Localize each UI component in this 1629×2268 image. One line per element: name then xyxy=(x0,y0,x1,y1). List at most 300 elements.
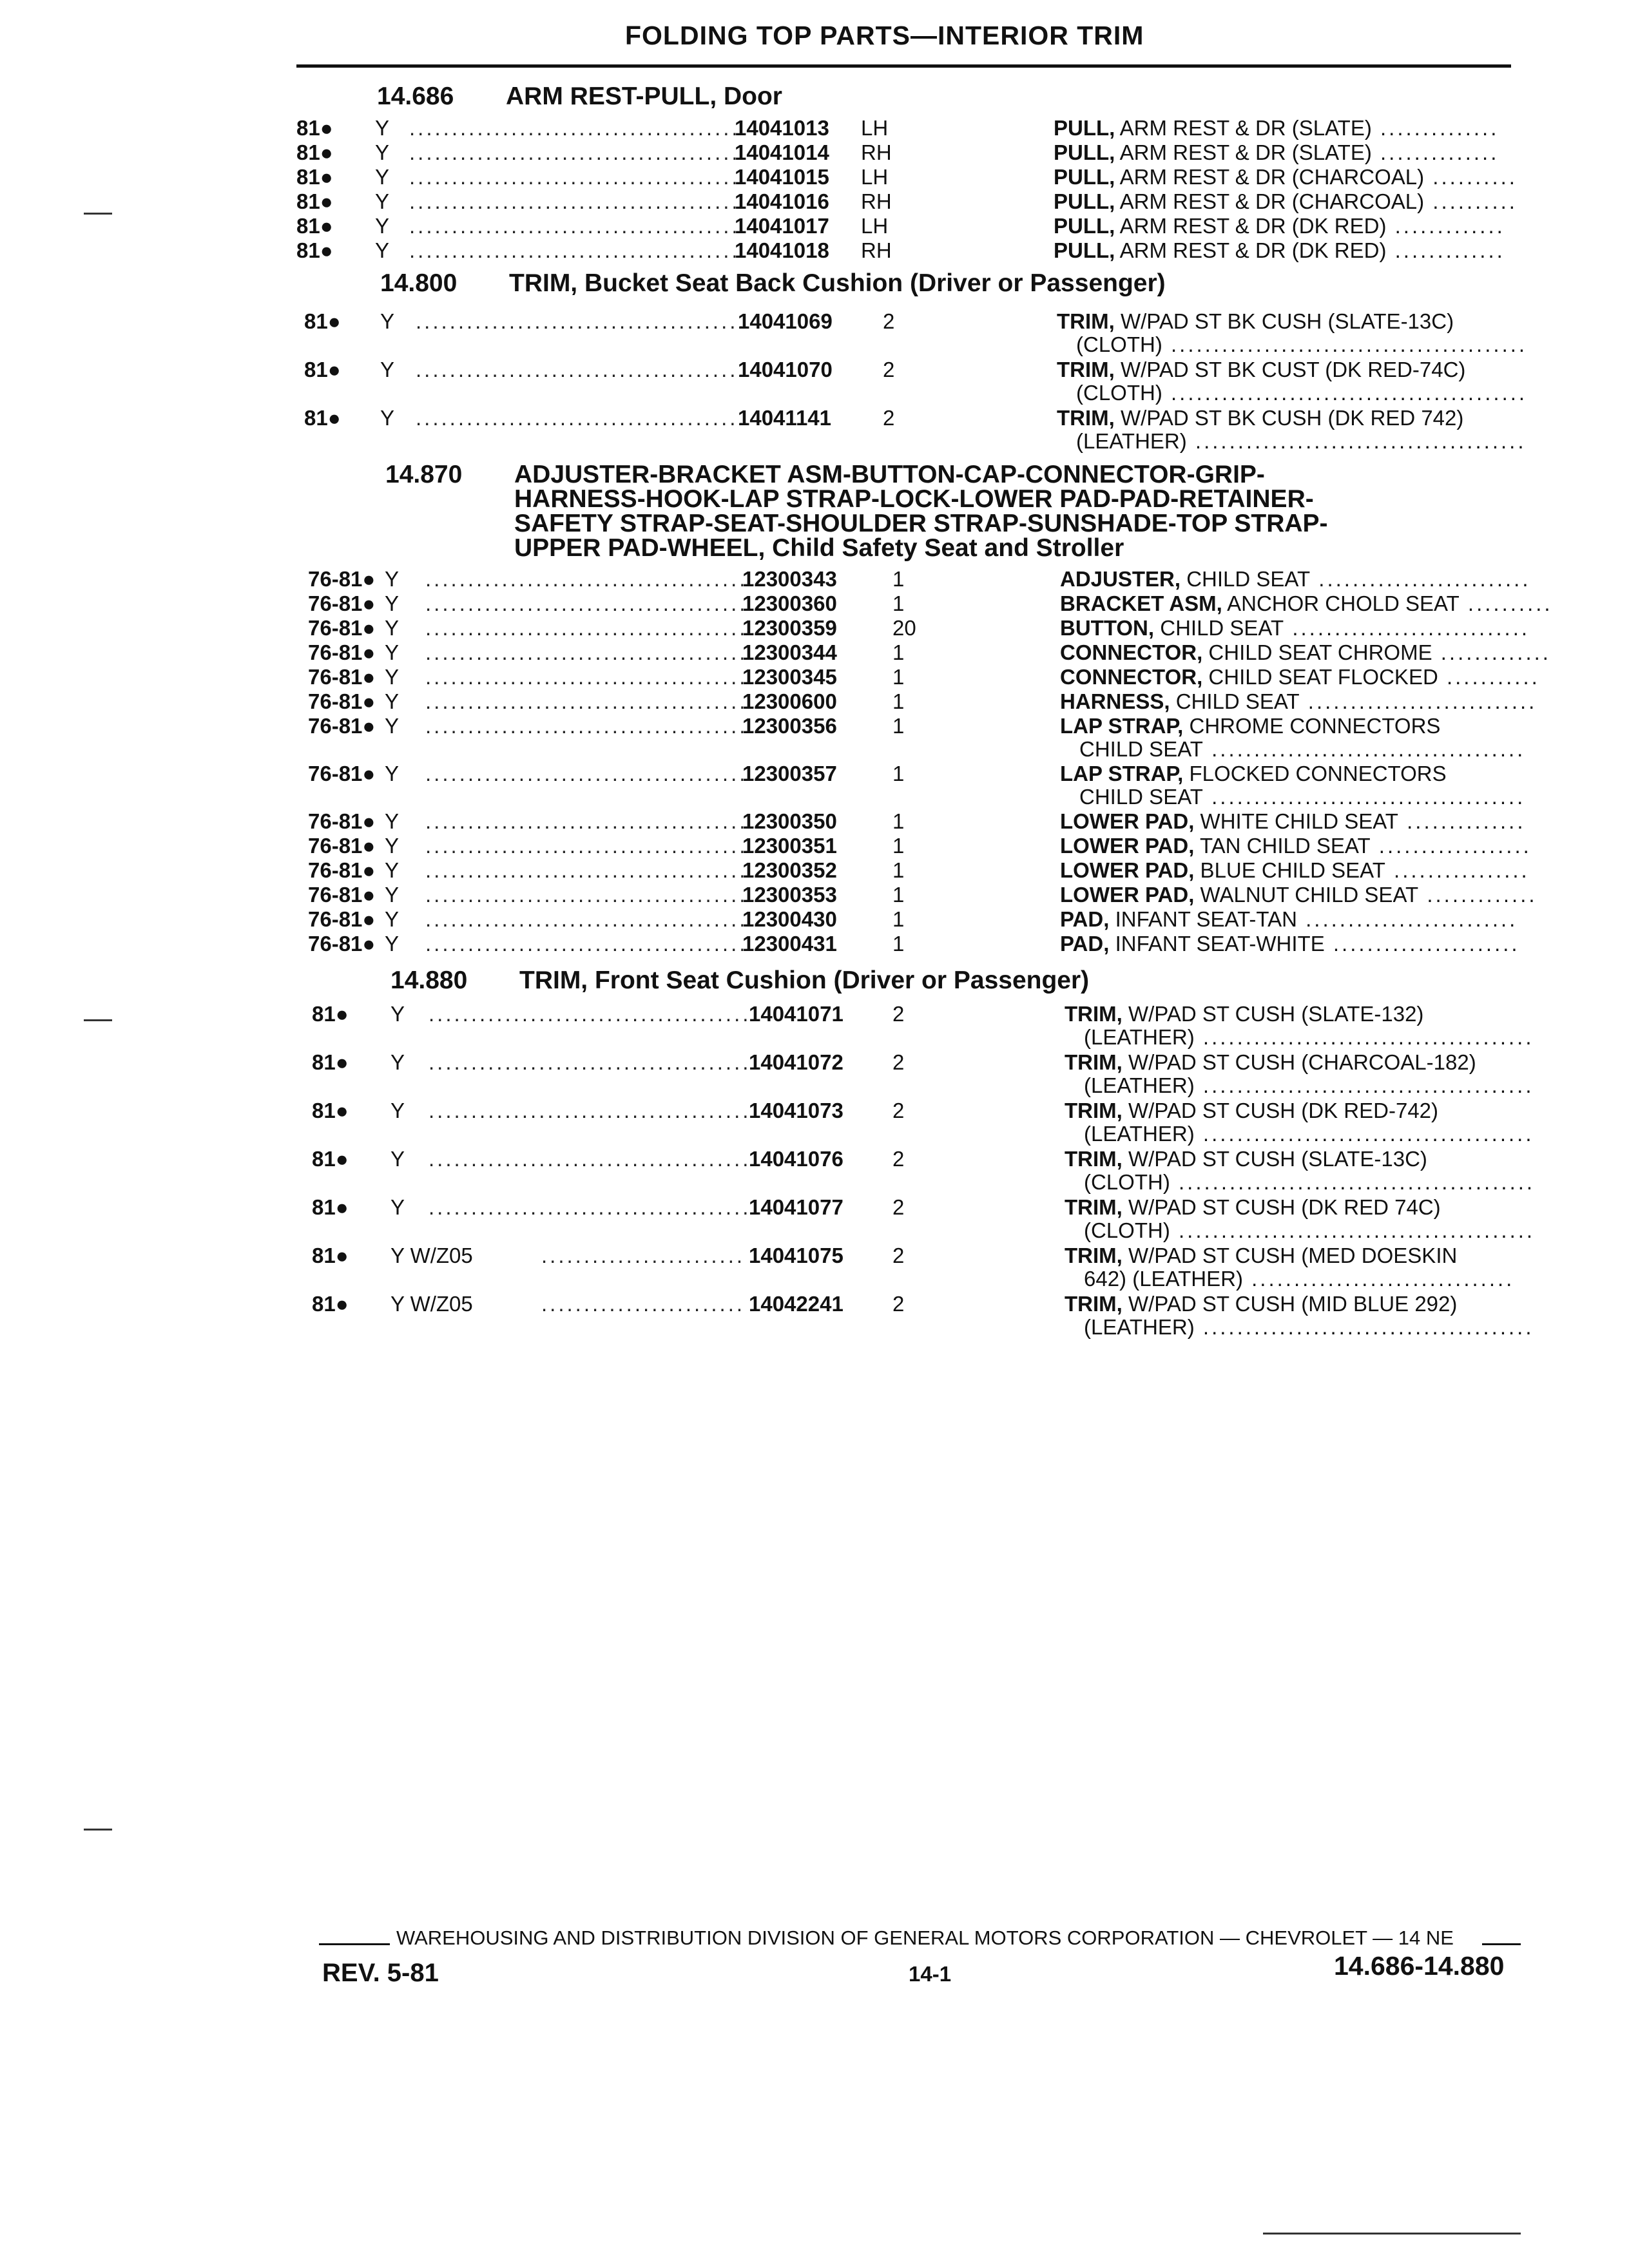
part-description xyxy=(1065,1195,1441,1220)
model-year: 76-81● xyxy=(308,858,376,882)
model-year: 81● xyxy=(312,1050,349,1074)
description-leader-dots: .......... xyxy=(1424,165,1518,189)
description-leader-dots: ....................................... xyxy=(1194,1025,1534,1049)
model-code: Y xyxy=(385,834,400,858)
description-continuation xyxy=(1079,737,1525,762)
quantity: 2 xyxy=(892,1292,905,1316)
description-keyword: LOWER PAD, xyxy=(1060,883,1195,907)
description-leader-dots: .............. xyxy=(1371,140,1499,164)
description-leader-dots: ............................... xyxy=(1242,1267,1515,1291)
model-code: Y xyxy=(375,214,390,238)
description-keyword: LAP STRAP, xyxy=(1060,714,1184,738)
title-rule xyxy=(296,64,1511,68)
description-leader-dots: ........... xyxy=(1438,665,1540,689)
model-year: 81● xyxy=(312,1147,349,1171)
model-year: 81● xyxy=(304,406,341,430)
description-text: INFANT SEAT-TAN xyxy=(1109,907,1297,931)
description-continuation xyxy=(1084,1267,1514,1291)
description-text: ARM REST & DR (SLATE) xyxy=(1115,140,1372,164)
quantity: LH xyxy=(861,165,889,189)
description-keyword: TRIM, xyxy=(1065,1147,1123,1171)
model-code: Y xyxy=(385,567,400,591)
model-code: Y xyxy=(380,406,395,430)
part-description xyxy=(1060,567,1531,591)
part-number: 14041070 xyxy=(738,358,833,381)
leader-dots: ...................................... xyxy=(425,689,748,713)
model-code: Y xyxy=(375,116,390,140)
model-code: Y xyxy=(375,140,390,164)
part-description xyxy=(1065,1292,1457,1316)
part-description xyxy=(1060,665,1540,689)
quantity: 2 xyxy=(892,1050,905,1074)
quantity: 2 xyxy=(892,1002,905,1026)
part-number: 14042241 xyxy=(749,1292,843,1316)
section-title: TRIM, Bucket Seat Back Cushion (Driver or Passenger) xyxy=(509,269,1166,297)
model-code: Y xyxy=(390,1002,405,1026)
model-code: Y W/Z05 xyxy=(390,1244,473,1267)
model-code: Y xyxy=(385,762,400,785)
description-text: CHILD SEAT xyxy=(1079,737,1203,761)
model-code: Y xyxy=(385,883,400,907)
leader-dots: ........................ xyxy=(541,1244,746,1267)
description-keyword: TRIM, xyxy=(1057,309,1115,333)
description-keyword: PAD, xyxy=(1060,932,1110,956)
description-keyword: BUTTON, xyxy=(1060,616,1155,640)
leader-dots: ...................................... xyxy=(429,1195,751,1219)
part-number: 14041014 xyxy=(735,140,829,164)
description-text: W/PAD ST CUSH (DK RED-742) xyxy=(1122,1099,1439,1122)
leader-dots: ....................................... xyxy=(409,140,740,164)
description-keyword: PAD, xyxy=(1060,907,1110,931)
description-continuation xyxy=(1084,1170,1535,1195)
leader-dots: ...................................... xyxy=(425,567,748,591)
description-continuation xyxy=(1079,785,1525,809)
description-keyword: TRIM, xyxy=(1065,1002,1123,1026)
part-description xyxy=(1054,165,1518,189)
description-keyword: LOWER PAD, xyxy=(1060,858,1195,882)
description-leader-dots: ......................... xyxy=(1296,907,1518,931)
description-keyword: BRACKET ASM, xyxy=(1060,591,1222,615)
model-year: 76-81● xyxy=(308,714,376,738)
description-text: ARM REST & DR (SLATE) xyxy=(1115,116,1372,140)
description-text: FLOCKED CONNECTORS xyxy=(1183,762,1447,785)
quantity: 2 xyxy=(892,1147,905,1171)
part-description xyxy=(1057,358,1465,382)
description-leader-dots: ....................................... xyxy=(1194,1073,1534,1097)
leader-dots: ....................................... xyxy=(409,116,740,140)
model-code: Y xyxy=(375,238,390,262)
description-keyword: TRIM, xyxy=(1057,358,1115,381)
quantity: 1 xyxy=(892,858,905,882)
section-number: 14.880 xyxy=(390,966,468,994)
description-leader-dots: ............. xyxy=(1386,238,1505,262)
model-code: Y xyxy=(385,689,400,713)
description-text: ARM REST & DR (DK RED) xyxy=(1115,238,1387,262)
part-number: 14041141 xyxy=(738,406,832,430)
leader-dots: ...................................... xyxy=(425,616,748,640)
part-number: 12300345 xyxy=(742,665,837,689)
quantity: 1 xyxy=(892,762,905,785)
description-continuation xyxy=(1084,1315,1534,1340)
model-year: 81● xyxy=(312,1244,349,1267)
quantity: 2 xyxy=(892,1244,905,1267)
model-year: 81● xyxy=(296,165,333,189)
part-description xyxy=(1054,214,1505,238)
description-continuation xyxy=(1076,429,1527,454)
description-leader-dots: .............. xyxy=(1371,116,1499,140)
model-year: 81● xyxy=(296,116,333,140)
description-text: WALNUT CHILD SEAT xyxy=(1194,883,1419,907)
model-year: 81● xyxy=(312,1099,349,1122)
description-keyword: PULL, xyxy=(1054,189,1115,213)
description-text: W/PAD ST BK CUSH (SLATE-13C) xyxy=(1114,309,1454,333)
description-leader-dots: .................. xyxy=(1370,834,1532,858)
part-description xyxy=(1065,1002,1423,1026)
part-description xyxy=(1054,140,1499,165)
part-number: 14041076 xyxy=(749,1147,843,1171)
footer-section-range: 14.686-14.880 xyxy=(1334,1951,1505,1981)
description-text: ARM REST & DR (DK RED) xyxy=(1115,214,1387,238)
footer-division: WAREHOUSING AND DISTRIBUTION DIVISION OF GENERAL MOTORS CORPORATION — CHEVROLET — 14 NE xyxy=(396,1927,1454,1949)
quantity: LH xyxy=(861,214,889,238)
description-text: (LEATHER) xyxy=(1084,1025,1195,1049)
part-number: 12300359 xyxy=(742,616,837,640)
part-number: 14041072 xyxy=(749,1050,843,1074)
part-description xyxy=(1065,1099,1438,1123)
model-code: Y xyxy=(375,165,390,189)
model-code: Y xyxy=(390,1050,405,1074)
description-leader-dots: ................ xyxy=(1385,858,1530,882)
part-number: 14041071 xyxy=(749,1002,843,1026)
part-description xyxy=(1060,834,1532,858)
model-code: Y xyxy=(385,665,400,689)
description-keyword: CONNECTOR, xyxy=(1060,665,1203,689)
description-text: INFANT SEAT-WHITE xyxy=(1109,932,1325,956)
footer-page-number: 14-1 xyxy=(909,1962,952,1986)
description-keyword: LOWER PAD, xyxy=(1060,809,1195,833)
description-leader-dots: .......................................... xyxy=(1162,332,1528,356)
description-keyword: PULL, xyxy=(1054,116,1115,140)
margin-mark xyxy=(84,1019,112,1021)
description-keyword: CONNECTOR, xyxy=(1060,640,1203,664)
model-year: 81● xyxy=(312,1195,349,1219)
description-keyword: ADJUSTER, xyxy=(1060,567,1181,591)
part-number: 14041016 xyxy=(735,189,829,213)
section-number: 14.870 xyxy=(385,461,463,488)
leader-dots: ....................................... xyxy=(409,189,740,213)
bottom-rule xyxy=(1263,2233,1521,2234)
description-text: ANCHOR CHOLD SEAT xyxy=(1222,591,1460,615)
part-description xyxy=(1065,1147,1427,1171)
leader-dots: ...................................... xyxy=(425,714,748,738)
model-code: Y xyxy=(385,932,400,956)
section-heading xyxy=(380,269,1166,298)
model-code: Y xyxy=(390,1147,405,1171)
model-code: Y xyxy=(390,1195,405,1219)
description-text: (CLOTH) xyxy=(1084,1170,1170,1194)
part-description xyxy=(1060,714,1440,738)
quantity: 20 xyxy=(892,616,916,640)
quantity: RH xyxy=(861,238,892,262)
quantity: 1 xyxy=(892,640,905,664)
description-leader-dots: .......... xyxy=(1459,591,1553,615)
leader-dots: ...................................... xyxy=(425,883,748,907)
part-number: 12300431 xyxy=(742,932,837,956)
model-year: 81● xyxy=(296,140,333,164)
part-number: 14041069 xyxy=(738,309,833,333)
description-leader-dots: ...................... xyxy=(1324,932,1520,956)
model-year: 81● xyxy=(304,358,341,381)
part-number: 12300430 xyxy=(742,907,837,931)
description-leader-dots: .......................................... xyxy=(1170,1170,1536,1194)
description-keyword: TRIM, xyxy=(1065,1099,1123,1122)
part-description xyxy=(1060,932,1520,956)
quantity: 2 xyxy=(883,358,895,381)
part-number: 12300360 xyxy=(742,591,837,615)
description-leader-dots: .......... xyxy=(1424,189,1518,213)
leader-dots: ...................................... xyxy=(425,762,748,785)
part-description xyxy=(1054,116,1499,140)
section-title: TRIM, Front Seat Cushion (Driver or Passenger) xyxy=(519,966,1090,994)
quantity: 1 xyxy=(892,907,905,931)
quantity: 1 xyxy=(892,932,905,956)
leader-dots: ....................................... xyxy=(409,165,740,189)
quantity: 1 xyxy=(892,714,905,738)
part-description xyxy=(1060,762,1447,786)
description-text: CHILD SEAT xyxy=(1154,616,1284,640)
part-number: 14041073 xyxy=(749,1099,843,1122)
leader-dots: ....................................... xyxy=(416,309,747,333)
part-description xyxy=(1060,689,1537,714)
page-title: FOLDING TOP PARTS—INTERIOR TRIM xyxy=(625,21,1144,50)
part-number: 12300350 xyxy=(742,809,837,833)
model-code: Y xyxy=(385,640,400,664)
quantity: 1 xyxy=(892,591,905,615)
leader-dots: ....................................... xyxy=(409,238,740,262)
part-description xyxy=(1054,189,1518,214)
description-text: CHILD SEAT FLOCKED xyxy=(1202,665,1438,689)
model-code: Y xyxy=(385,616,400,640)
description-leader-dots: .......................................... xyxy=(1162,381,1528,405)
part-number: 12300357 xyxy=(742,762,837,785)
model-year: 76-81● xyxy=(308,567,376,591)
description-leader-dots: ............. xyxy=(1386,214,1505,238)
part-description xyxy=(1060,883,1537,907)
part-number: 14041077 xyxy=(749,1195,843,1219)
description-leader-dots: ........................... xyxy=(1299,689,1537,713)
leader-dots: ....................................... xyxy=(409,214,740,238)
part-description xyxy=(1060,616,1530,640)
model-year: 81● xyxy=(304,309,341,333)
quantity: 1 xyxy=(892,883,905,907)
description-keyword: TRIM, xyxy=(1065,1195,1123,1219)
description-keyword: PULL, xyxy=(1054,140,1115,164)
description-text: (LEATHER) xyxy=(1084,1122,1195,1146)
model-code: Y xyxy=(390,1099,405,1122)
model-code: Y xyxy=(385,714,400,738)
description-text: 642) (LEATHER) xyxy=(1084,1267,1243,1291)
quantity: 1 xyxy=(892,689,905,713)
section-title-line: SAFETY STRAP-SEAT-SHOULDER STRAP-SUNSHADE-TOP STRAP- xyxy=(514,510,1328,537)
description-text: ARM REST & DR (CHARCOAL) xyxy=(1115,189,1425,213)
model-year: 76-81● xyxy=(308,616,376,640)
quantity: 1 xyxy=(892,834,905,858)
model-year: 76-81● xyxy=(308,932,376,956)
part-description xyxy=(1057,309,1454,334)
leader-dots: ...................................... xyxy=(429,1099,751,1122)
leader-dots: ...................................... xyxy=(425,665,748,689)
description-text: CHILD SEAT xyxy=(1079,785,1203,809)
model-year: 81● xyxy=(296,238,333,262)
description-text: (LEATHER) xyxy=(1084,1315,1195,1339)
part-description xyxy=(1065,1244,1457,1268)
footer-rule-right xyxy=(1482,1943,1521,1945)
leader-dots: ...................................... xyxy=(429,1147,751,1171)
quantity: LH xyxy=(861,116,889,140)
description-leader-dots: ....................................... xyxy=(1186,429,1527,453)
description-text: (CLOTH) xyxy=(1076,332,1162,356)
description-keyword: TRIM, xyxy=(1065,1050,1123,1074)
description-text: (CLOTH) xyxy=(1076,381,1162,405)
description-text: WHITE CHILD SEAT xyxy=(1194,809,1398,833)
model-code: Y xyxy=(385,809,400,833)
model-year: 81● xyxy=(312,1292,349,1316)
description-text: CHILD SEAT CHROME xyxy=(1202,640,1432,664)
description-text: W/PAD ST CUSH (DK RED 74C) xyxy=(1122,1195,1441,1219)
section-title-line: ADJUSTER-BRACKET ASM-BUTTON-CAP-CONNECTOR-GRIP- xyxy=(514,461,1265,488)
margin-mark xyxy=(84,213,112,215)
model-year: 76-81● xyxy=(308,640,376,664)
quantity: RH xyxy=(861,140,892,164)
model-year: 76-81● xyxy=(308,907,376,931)
leader-dots: ...................................... xyxy=(425,907,748,931)
part-description xyxy=(1060,809,1526,834)
quantity: 1 xyxy=(892,665,905,689)
quantity: 1 xyxy=(892,567,905,591)
model-year: 76-81● xyxy=(308,762,376,785)
description-keyword: TRIM, xyxy=(1057,406,1115,430)
model-year: 76-81● xyxy=(308,591,376,615)
description-keyword: TRIM, xyxy=(1065,1292,1123,1316)
leader-dots: ....................................... xyxy=(416,406,747,430)
leader-dots: ...................................... xyxy=(429,1002,751,1026)
leader-dots: ...................................... xyxy=(425,932,748,956)
leader-dots: ...................................... xyxy=(425,809,748,833)
description-keyword: PULL, xyxy=(1054,214,1115,238)
quantity: 2 xyxy=(883,406,895,430)
model-code: Y W/Z05 xyxy=(390,1292,473,1316)
description-text: CHROME CONNECTORS xyxy=(1183,714,1441,738)
description-text: W/PAD ST CUSH (CHARCOAL-182) xyxy=(1122,1050,1476,1074)
part-description xyxy=(1060,640,1551,665)
description-leader-dots: ............. xyxy=(1432,640,1551,664)
description-text: CHILD SEAT xyxy=(1170,689,1300,713)
description-text: ARM REST & DR (CHARCOAL) xyxy=(1115,165,1425,189)
description-continuation xyxy=(1084,1025,1534,1050)
description-continuation xyxy=(1076,381,1527,405)
leader-dots: ...................................... xyxy=(425,834,748,858)
quantity: 2 xyxy=(892,1195,905,1219)
leader-dots: ...................................... xyxy=(425,591,748,615)
description-continuation xyxy=(1084,1122,1534,1146)
part-number: 12300600 xyxy=(742,689,837,713)
description-text: (LEATHER) xyxy=(1084,1073,1195,1097)
model-code: Y xyxy=(385,907,400,931)
model-year: 76-81● xyxy=(308,883,376,907)
model-code: Y xyxy=(385,591,400,615)
leader-dots: ........................ xyxy=(541,1292,746,1316)
leader-dots: ...................................... xyxy=(425,858,748,882)
part-number: 12300356 xyxy=(742,714,837,738)
section-title: ARM REST-PULL, Door xyxy=(506,82,782,110)
quantity: 2 xyxy=(892,1099,905,1122)
description-text: W/PAD ST CUSH (SLATE-13C) xyxy=(1122,1147,1427,1171)
description-leader-dots: .............. xyxy=(1398,809,1526,833)
description-continuation xyxy=(1084,1073,1534,1098)
part-number: 14041015 xyxy=(735,165,829,189)
model-year: 81● xyxy=(296,214,333,238)
model-year: 81● xyxy=(312,1002,349,1026)
description-keyword: PULL, xyxy=(1054,238,1115,262)
description-text: TAN CHILD SEAT xyxy=(1194,834,1371,858)
description-leader-dots: ....................................... xyxy=(1194,1315,1534,1339)
description-keyword: TRIM, xyxy=(1065,1244,1123,1267)
part-number: 12300353 xyxy=(742,883,837,907)
model-code: Y xyxy=(375,189,390,213)
model-code: Y xyxy=(380,358,395,381)
description-text: W/PAD ST CUSH (MED DOESKIN xyxy=(1122,1244,1458,1267)
leader-dots: ....................................... xyxy=(416,358,747,381)
model-year: 76-81● xyxy=(308,689,376,713)
description-keyword: PULL, xyxy=(1054,165,1115,189)
part-description xyxy=(1065,1050,1476,1075)
section-number: 14.686 xyxy=(377,82,454,110)
description-keyword: HARNESS, xyxy=(1060,689,1170,713)
part-number: 12300352 xyxy=(742,858,837,882)
model-year: 76-81● xyxy=(308,665,376,689)
description-continuation xyxy=(1084,1218,1535,1243)
description-leader-dots: ............. xyxy=(1418,883,1537,907)
part-number: 14041013 xyxy=(735,116,829,140)
section-title-line: UPPER PAD-WHEEL, Child Safety Seat and Stroller xyxy=(514,534,1124,562)
model-code: Y xyxy=(385,858,400,882)
part-description xyxy=(1060,907,1518,932)
description-text: (CLOTH) xyxy=(1084,1218,1170,1242)
description-text: W/PAD ST BK CUSH (DK RED 742) xyxy=(1114,406,1464,430)
description-text: W/PAD ST CUSH (MID BLUE 292) xyxy=(1122,1292,1458,1316)
part-description xyxy=(1057,406,1463,430)
quantity: 2 xyxy=(883,309,895,333)
description-leader-dots: .......................................... xyxy=(1170,1218,1536,1242)
description-leader-dots: ..................................... xyxy=(1202,785,1526,809)
part-number: 12300344 xyxy=(742,640,837,664)
part-number: 14041018 xyxy=(735,238,829,262)
footer-revision: REV. 5-81 xyxy=(322,1959,439,1987)
description-keyword: LOWER PAD, xyxy=(1060,834,1195,858)
part-number: 12300351 xyxy=(742,834,837,858)
description-leader-dots: ......................... xyxy=(1310,567,1531,591)
margin-mark xyxy=(84,1829,112,1831)
description-leader-dots: ....................................... xyxy=(1194,1122,1534,1146)
description-text: BLUE CHILD SEAT xyxy=(1194,858,1385,882)
quantity: RH xyxy=(861,189,892,213)
model-code: Y xyxy=(380,309,395,333)
section-title-line: HARNESS-HOOK-LAP STRAP-LOCK-LOWER PAD-PAD-RETAINER- xyxy=(514,485,1314,513)
part-number: 12300343 xyxy=(742,567,837,591)
quantity: 1 xyxy=(892,809,905,833)
part-number: 14041075 xyxy=(749,1244,843,1267)
part-number: 14041017 xyxy=(735,214,829,238)
